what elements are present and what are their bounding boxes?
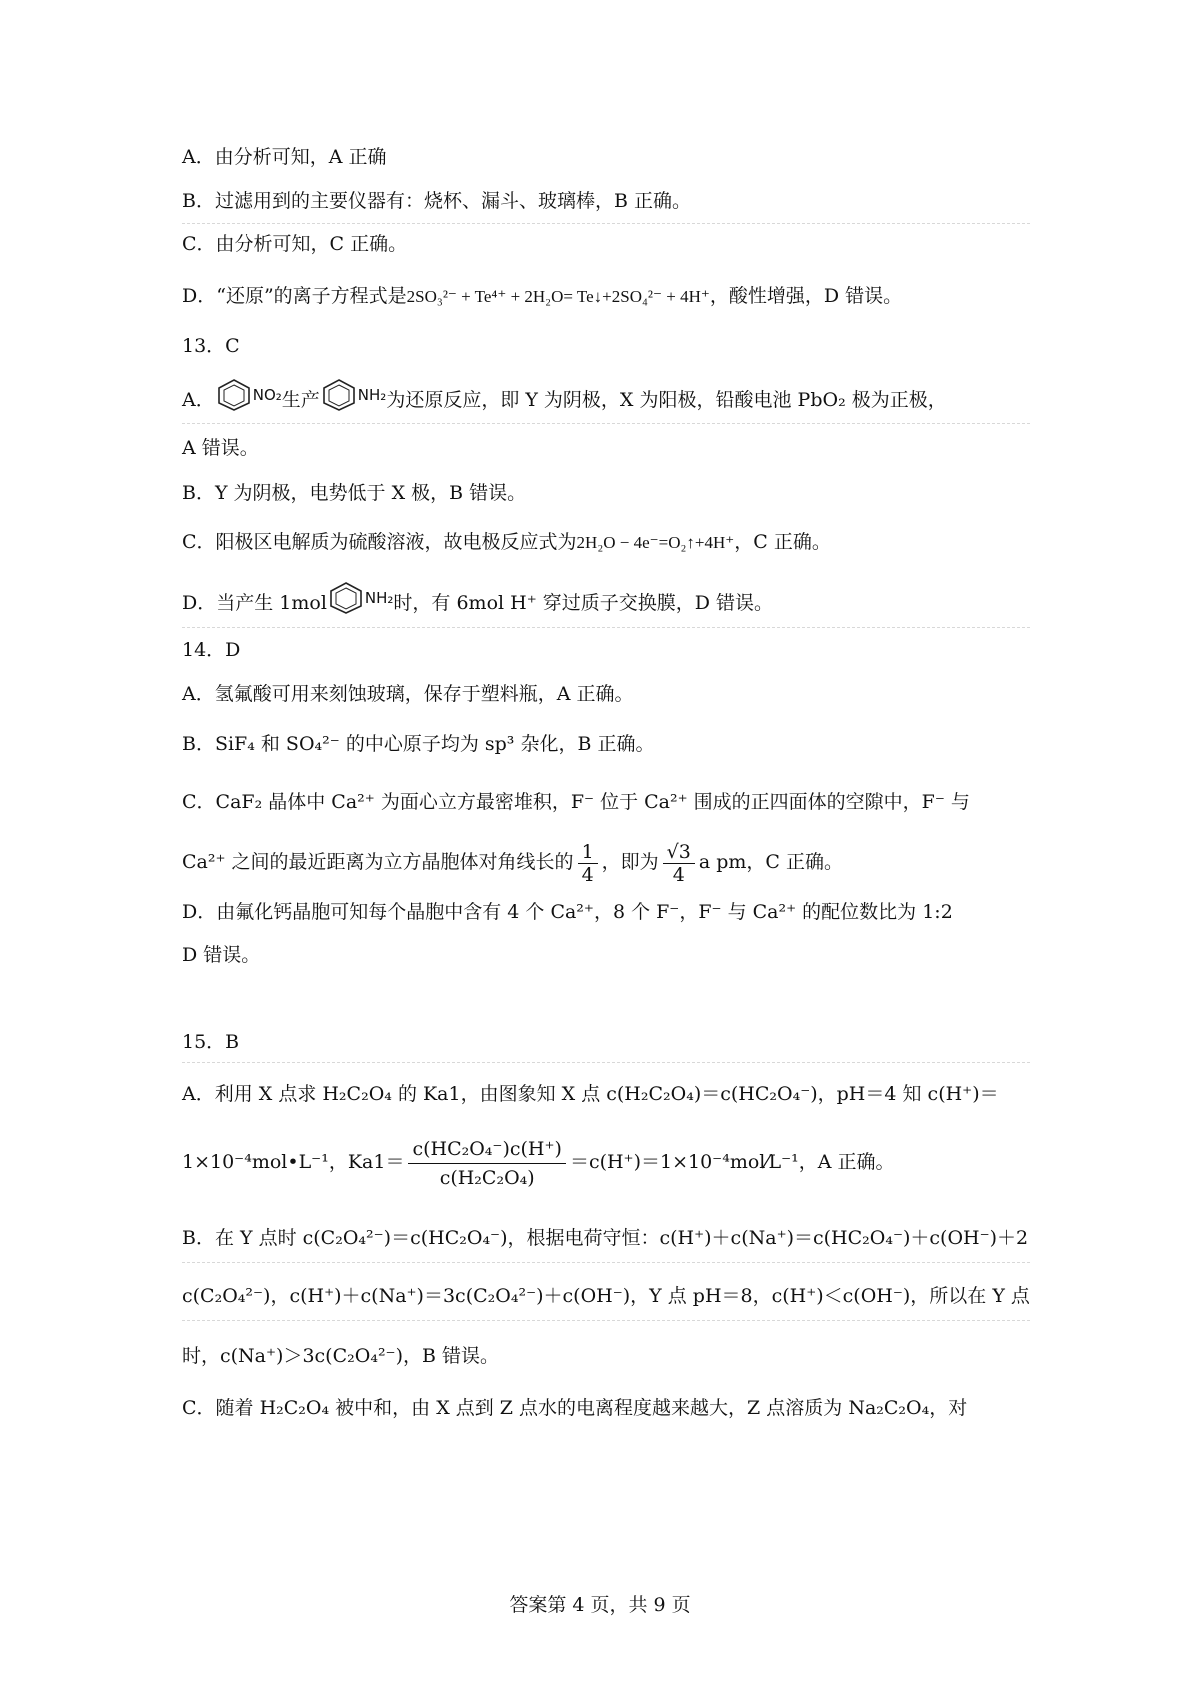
text-line: [182, 836, 843, 888]
denominator: 4: [581, 863, 594, 886]
text-segment: C．阳极区电解质为硫酸溶液，故电极反应式为: [182, 531, 577, 553]
fraction: [408, 1135, 565, 1192]
text-line: B．过滤用到的主要仪器有：烧杯、漏斗、玻璃棒，B 正确。: [182, 190, 691, 212]
text-segment: 生产: [281, 389, 320, 411]
text-segment: ，即为: [601, 851, 659, 873]
ionic-equation: 2SO₃²⁻ + Te⁴⁺ + 2H₂O= Te↓+2SO₄²⁻ + 4H⁺: [406, 287, 710, 306]
denominator: 4: [672, 863, 685, 886]
text-segment: D．当产生 1mol: [182, 592, 327, 614]
benzene-ring-icon: [327, 581, 365, 627]
fraction: [663, 841, 695, 886]
divider: [182, 223, 1030, 224]
text-segment: A．: [182, 389, 215, 411]
text-line: c(C₂O₄²⁻)，c(H⁺)＋c(Na⁺)＝3c(C₂O₄²⁻)＋c(OH⁻)，Y 点 pH＝8，c(H⁺)＜c(OH⁻)，所以在 Y 点: [182, 1285, 1030, 1307]
text-line: A．氢氟酸可用来刻蚀玻璃，保存于塑料瓶，A 正确。: [182, 683, 634, 705]
text-line: C．随着 H₂C₂O₄ 被中和，由 X 点到 Z 点水的电离程度越来越大，Z 点溶质为 Na₂C₂O₄，对: [182, 1397, 968, 1419]
text-segment: 时，有 6mol H⁺ 穿过质子交换膜，D 错误。: [393, 592, 774, 614]
text-line: C．CaF₂ 晶体中 Ca²⁺ 为面心立方最密堆积，F⁻ 位于 Ca²⁺ 围成的正四面体的空隙中，F⁻ 与: [182, 791, 970, 813]
text-line: [182, 284, 902, 309]
denominator: c(H₂C₂O₄): [439, 1166, 535, 1189]
numerator: √3: [663, 841, 695, 864]
text-segment: a pm，C 正确。: [698, 851, 843, 873]
text-line: D．由氟化钙晶胞可知每个晶胞中含有 4 个 Ca²⁺，8 个 F⁻，F⁻ 与 Ca²⁺ 的配位数比为 1:2: [182, 901, 953, 923]
divider: [182, 1062, 1030, 1063]
divider: [182, 627, 1030, 628]
benzene-ring-icon: [320, 378, 358, 424]
text-line: C．由分析可知，C 正确。: [182, 233, 408, 255]
text-segment: ＝c(H⁺)＝1×10⁻⁴mol⁄L⁻¹，A 正确。: [569, 1151, 895, 1173]
fraction: [578, 841, 598, 886]
text-segment: ，C 正确。: [734, 531, 831, 553]
text-segment: Ca²⁺ 之间的最近距离为立方晶胞体对角线长的: [182, 851, 574, 873]
text-line: [182, 1132, 895, 1192]
text-line: B．Y 为阴极，电势低于 X 极，B 错误。: [182, 482, 527, 504]
text-line: A．利用 X 点求 H₂C₂O₄ 的 Ka1，由图象知 X 点 c(H₂C₂O₄)＝c(HC₂O₄⁻)，pH＝4 知 c(H⁺)＝: [182, 1083, 999, 1105]
divider: [182, 423, 1030, 424]
text-line: A 错误。: [182, 437, 259, 459]
text-line: [182, 580, 773, 627]
divider: [182, 1320, 1030, 1321]
nitro-group: NO₂: [252, 386, 282, 404]
text-line: B．SiF₄ 和 SO₄²⁻ 的中心原子均为 sp³ 杂化，B 正确。: [182, 733, 655, 755]
numerator: 1: [578, 841, 598, 864]
divider: [182, 1262, 1030, 1263]
text-line: 时，c(Na⁺)＞3c(C₂O₄²⁻)，B 错误。: [182, 1345, 499, 1367]
text-line: D 错误。: [182, 944, 261, 966]
text-line: [182, 530, 831, 555]
text-segment: ，酸性增强，D 错误。: [709, 285, 903, 307]
text-segment: 1×10⁻⁴mol•L⁻¹，Ka1＝: [182, 1151, 405, 1173]
question-number: 13．C: [182, 335, 240, 357]
text-segment: 为还原反应，即 Y 为阴极，X 为阳极，铅酸电池 PbO₂ 极为正极，: [386, 389, 947, 411]
numerator: c(HC₂O₄⁻)c(H⁺): [408, 1135, 565, 1164]
benzene-ring-icon: [215, 378, 253, 424]
amino-group: NH₂: [364, 589, 394, 607]
question-number: 14．D: [182, 639, 241, 661]
question-number: 15．B: [182, 1031, 240, 1053]
amino-group: NH₂: [357, 386, 387, 404]
text-line: [182, 377, 947, 424]
text-segment: D．“还原”的离子方程式是: [182, 285, 407, 307]
text-line: B．在 Y 点时 c(C₂O₄²⁻)＝c(HC₂O₄⁻)，根据电荷守恒：c(H⁺)＋c(Na⁺)＝c(HC₂O₄⁻)＋c(OH⁻)＋2: [182, 1227, 1029, 1249]
text-line: A．由分析可知，A 正确: [182, 146, 387, 168]
page-footer: 答案第 4 页，共 9 页: [509, 1594, 691, 1616]
electrode-equation: 2H₂O − 4e⁻=O₂↑+4H⁺: [576, 533, 735, 552]
